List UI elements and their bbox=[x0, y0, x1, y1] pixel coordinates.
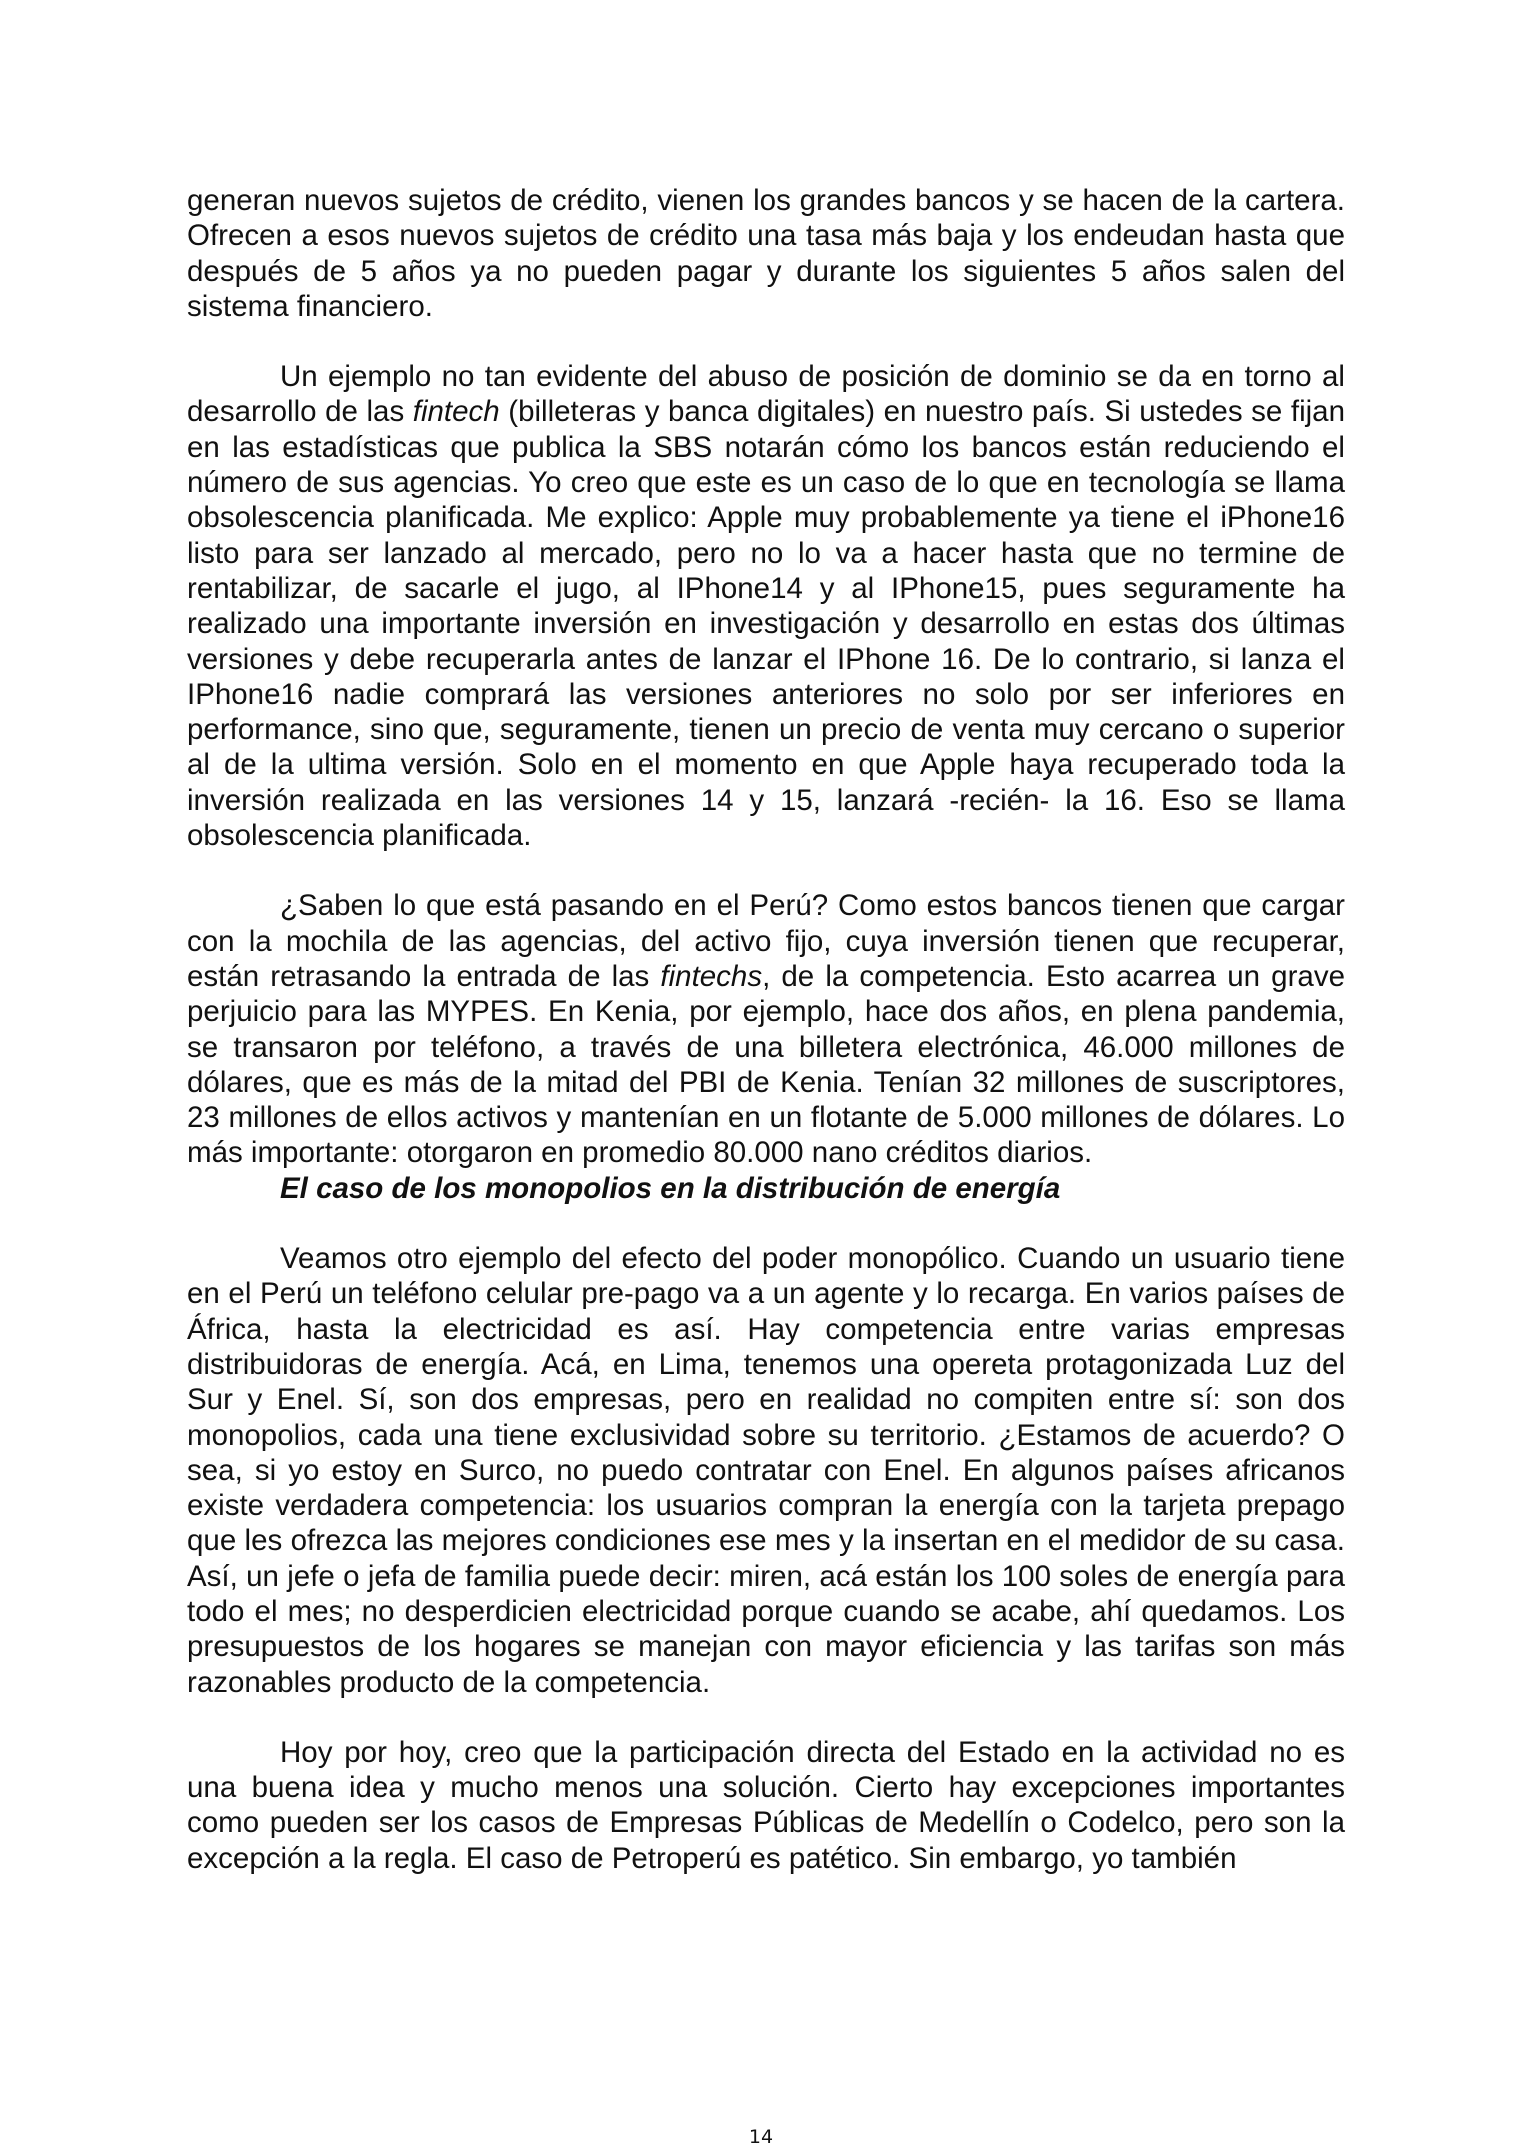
paragraph-peru bbox=[187, 888, 1345, 1170]
italic-term: fintechs bbox=[660, 959, 763, 993]
paragraph-text: , de la competencia. Esto acarrea un grave perjuicio para las MYPES. En Kenia, por ejemplo, hace dos años, en plena pandemia, se transaron por teléfono, a través de una billetera electrónica, 46.000 millones de dólares, que es más de la mitad del PBI de Kenia. Tenían 32 millones de suscriptores, 23 millones de ellos activos y mantenían en un flotante de 5.000 millones de dólares. Lo más importante: otorgaron en promedio 80.000 nano créditos diarios. bbox=[187, 959, 1345, 1170]
paragraph-text: Hoy por hoy, creo que la participación directa del Estado en la actividad no es una buena idea y mucho menos una solución. Cierto hay excepciones importantes como pueden ser los casos de Empresas Públicas de Medellín o Codelco, pero son la excepción a la regla. El caso de Petroperú es patético. Sin embargo, yo también bbox=[187, 1735, 1345, 1875]
paragraph-fintech bbox=[187, 359, 1345, 853]
paragraph-state bbox=[187, 1735, 1345, 1876]
paragraph-text: generan nuevos sujetos de crédito, vienen los grandes bancos y se hacen de la cartera. Ofrecen a esos nuevos sujetos de crédito una tasa más baja y los endeudan hasta que después de 5 años ya no pueden pagar y durante los siguientes 5 años salen del sistema financiero. bbox=[187, 184, 1345, 323]
page-number: 14 bbox=[748, 2126, 774, 2148]
page-body bbox=[187, 183, 1345, 1876]
paragraph-text: ¿Saben lo que está pasando en el Perú? Como estos bancos tienen que cargar con la mochila de las agencias, del activo fijo, cuya inversión tienen que recuperar, están retrasando la entrada de las bbox=[187, 889, 1345, 993]
section-heading: El caso de los monopolios en la distribución de energía bbox=[280, 1171, 1061, 1205]
paragraph-continuation bbox=[187, 183, 1345, 324]
italic-term: fintech bbox=[412, 395, 500, 429]
paragraph-text: Veamos otro ejemplo del efecto del poder monopólico. Cuando un usuario tiene en el Perú un teléfono celular pre-pago va a un agente y lo recarga. En varios países de África, hasta la electricidad es así. Hay competencia entre varias empresas distribuidoras de energía. Acá, en Lima, tenemos una opereta protagonizada Luz del Sur y Enel. Sí, son dos empresas, pero en realidad no compiten entre sí: son dos monopolios, cada una tiene exclusividad sobre su territorio. ¿Estamos de acuerdo? O sea, si yo estoy en Surco, no puedo contratar con Enel. En algunos países africanos existe verdadera competencia: los usuarios compran la energía con la tarjeta prepago que les ofrezca las mejores condiciones ese mes y la insertan en el medidor de su casa. Así, un jefe o jefa de familia puede decir: miren, acá están los 100 soles de energía para todo el mes; no desperdicien electricidad porque cuando se acabe, ahí quedamos. Los presupuestos de los hogares se manejan con mayor eficiencia y las tarifas son más razonables producto de la competencia. bbox=[187, 1242, 1345, 1699]
paragraph-text: Un ejemplo no tan evidente del abuso de posición de dominio se da en torno al desarrollo de las bbox=[187, 360, 1345, 429]
paragraph-energy bbox=[187, 1241, 1345, 1700]
paragraph-text: (billeteras y banca digitales) en nuestro país. Si ustedes se fijan en las estadísticas que publica la SBS notarán cómo los bancos están reduciendo el número de sus agencias. Yo creo que este es un caso de lo que en tecnología se llama obsolescencia planificada. Me explico: Apple muy probablemente ya tiene el iPhone16 listo para ser lanzado al mercado, pero no lo va a hacer hasta que no termine de rentabilizar, de sacarle el jugo, al IPhone14 y al IPhone15, pues seguramente ha realizado una importante inversión en investigación y desarrollo en estas dos últimas versiones y debe recuperarla antes de lanzar el IPhone 16. De lo contrario, si lanza el IPhone16 nadie comprará las versiones anteriores no solo por ser inferiores en performance, sino que, seguramente, tienen un precio de venta muy cercano o superior al de la ultima versión. Solo en el momento en que Apple haya recuperado toda la inversión realizada en las versiones 14 y 15, lanzará -recién- la 16. Eso se llama obsolescencia planificada. bbox=[187, 395, 1345, 853]
